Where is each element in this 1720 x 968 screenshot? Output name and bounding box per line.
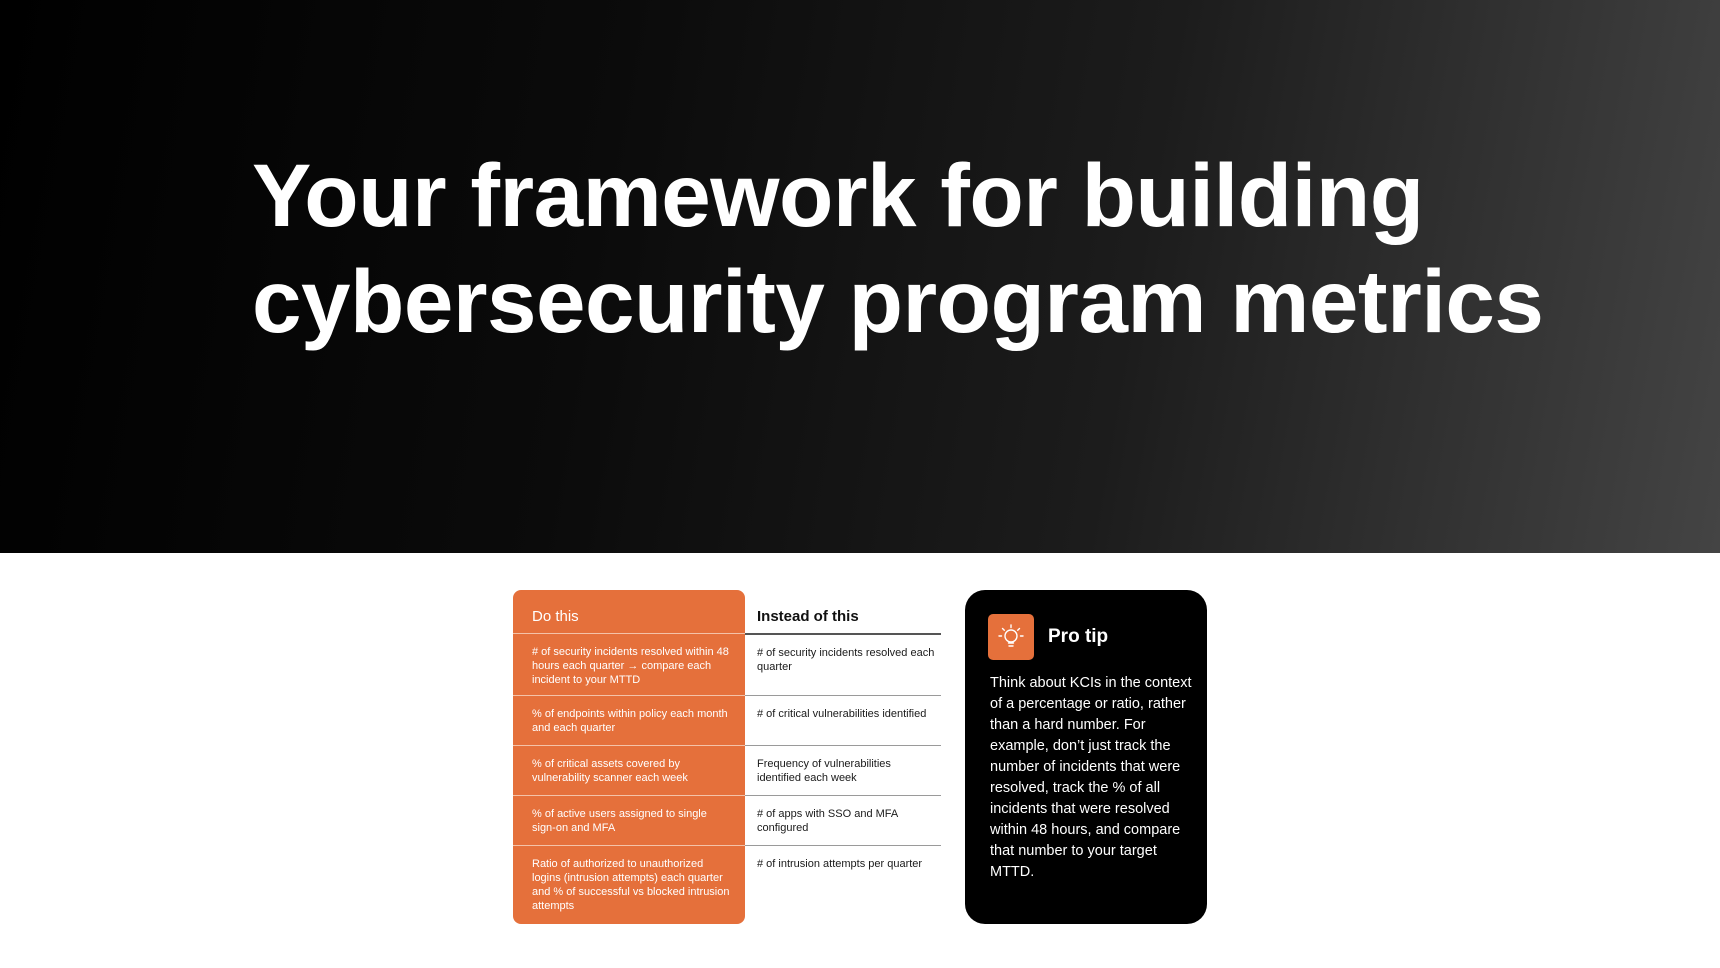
pro-tip-title: Pro tip — [1048, 626, 1109, 647]
page-title-line-2: cybersecurity program metrics — [252, 251, 1544, 351]
do-this-row: % of critical assets covered by vulnerability scanner each week — [513, 746, 745, 796]
pro-tip-card — [965, 590, 1207, 924]
do-this-row: Ratio of authorized to unauthorized logins (intrusion attempts) each quarter and % of successful vs blocked intrusion attempts — [532, 858, 730, 912]
comparison-table — [513, 590, 941, 924]
page-title-line-1: Your framework for building — [252, 145, 1424, 245]
instead-of-this-header: Instead of this — [745, 590, 941, 635]
lightbulb-icon — [988, 614, 1034, 660]
do-this-row: % of endpoints within policy each month and each quarter — [513, 696, 745, 746]
do-this-header: Do this — [513, 590, 745, 634]
instead-of-this-row: # of apps with SSO and MFA configured — [745, 796, 941, 846]
pro-tip-body: Think about KCIs in the context of a percentage or ratio, rather than a hard number. For example, don’t just track the number of incidents that were resolved, track the % of all incidents that were resolved within 48 hours, and compare that number to your target MTTD. — [990, 675, 1192, 880]
instead-of-this-row: # of security incidents resolved each quarter — [745, 635, 941, 696]
do-this-row: # of security incidents resolved within 48 hours each quarter → compare each incident to your MTTD — [513, 634, 745, 696]
do-this-row: % of active users assigned to single sign-on and MFA — [513, 796, 745, 846]
instead-of-this-row: Frequency of vulnerabilities identified each week — [745, 746, 941, 796]
do-this-column — [513, 590, 745, 924]
page-title — [252, 142, 1552, 354]
instead-of-this-row: # of critical vulnerabilities identified — [745, 696, 941, 746]
instead-of-this-row: # of intrusion attempts per quarter — [757, 858, 923, 870]
instead-of-this-column — [745, 590, 941, 924]
